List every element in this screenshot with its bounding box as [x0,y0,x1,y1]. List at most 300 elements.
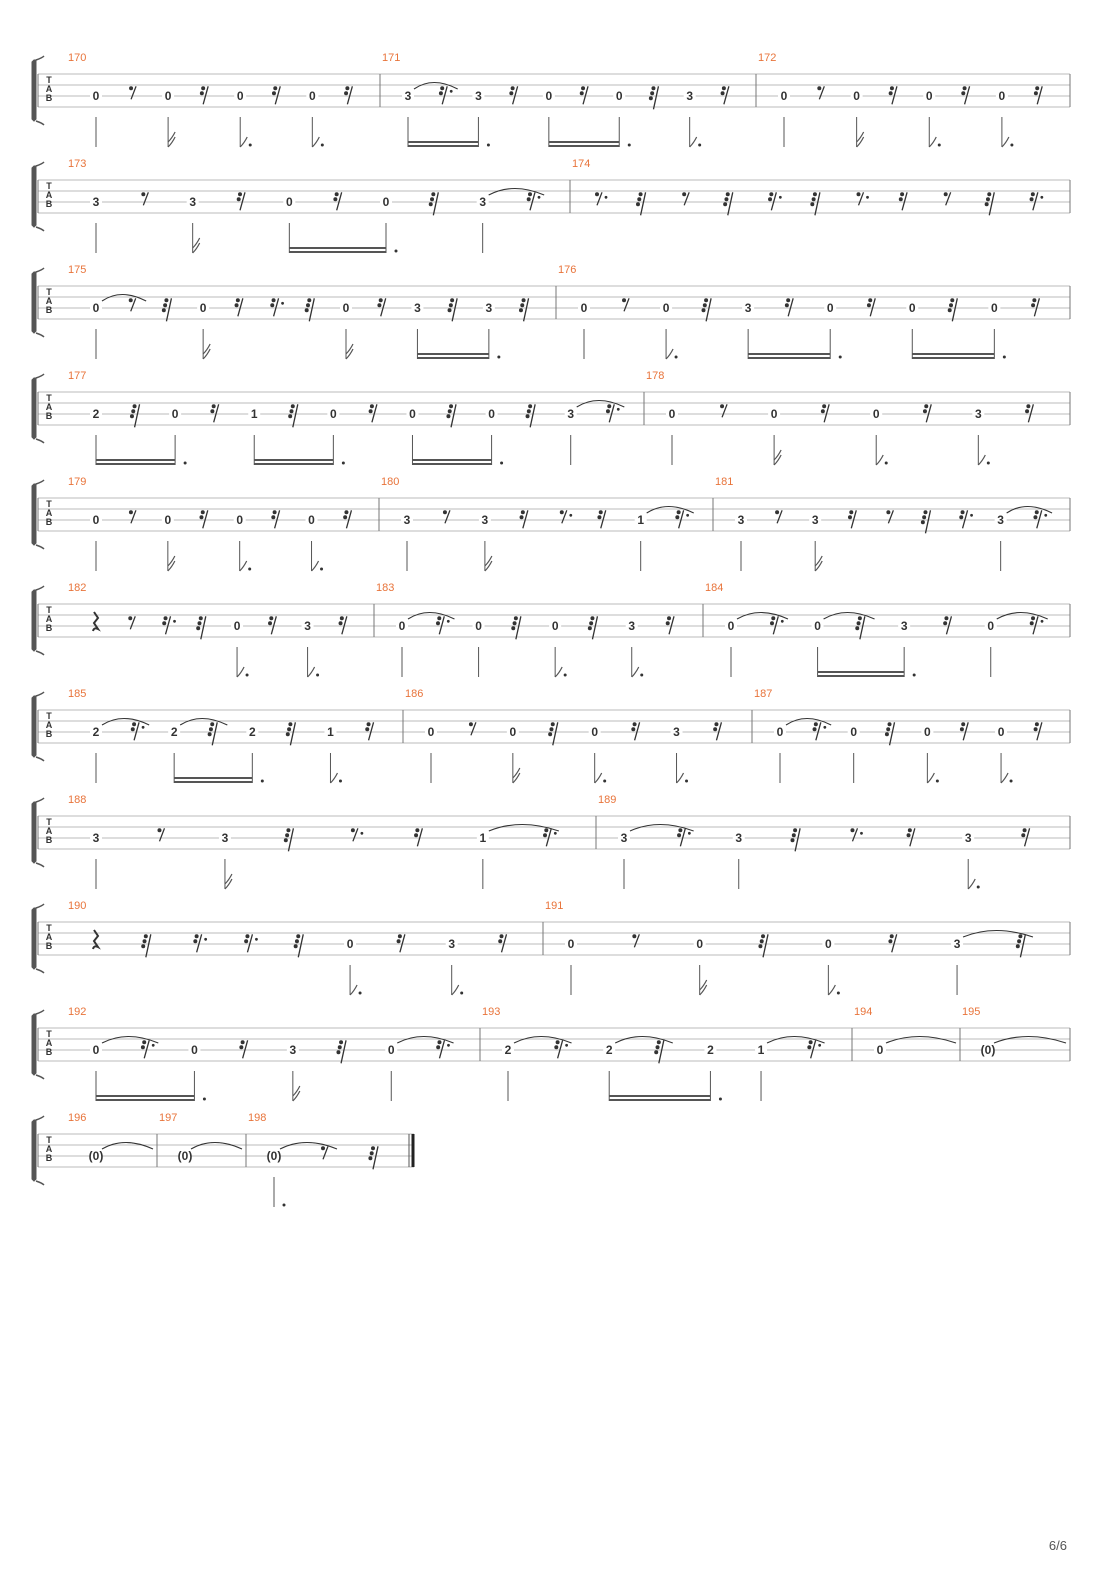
rest-hook [437,616,441,620]
measure-number: 189 [598,794,617,806]
staff-system [32,688,1070,783]
brace-bottom-hook [36,1181,44,1185]
rest-dot [204,938,207,941]
rest-hook [430,197,434,201]
tab-clef-letter: T [46,181,52,191]
fret-number: 0 [826,301,834,315]
rest-hook [786,298,790,302]
system-brace [32,166,36,227]
fret-number: 0 [908,301,916,315]
measure-number: 196 [68,1112,87,1124]
rest-hook [885,732,889,736]
rest-hook [890,86,894,90]
note-dot [564,674,567,677]
rest-dot [142,726,145,729]
rest-hook [588,626,592,630]
fret-number: 3 [620,831,628,845]
rest-hook [597,515,601,519]
fret-number: 0 [925,89,933,103]
note-dot [359,992,362,995]
rest-hook [948,308,952,312]
rest-hook [943,621,947,625]
rest-hook [436,621,440,625]
brace-top-hook [36,56,44,60]
system-brace [32,696,36,757]
rest-hook [268,621,272,625]
rest-hook [677,833,681,837]
note-beam [818,671,905,673]
tie-arc [102,1037,158,1044]
fret-number: 0 [545,89,553,103]
rest-hook [208,732,212,736]
tab-clef-letter: T [46,287,52,297]
rest-hook [944,616,948,620]
note-flag [225,874,232,884]
measure-number: 188 [68,794,87,806]
rest-dot [450,90,453,93]
fret-number: 3 [974,407,982,421]
rest-hook [469,722,473,726]
rest-hook [857,621,861,625]
rest-hook [554,1045,558,1049]
rest-hook [340,616,344,620]
fret-number: 0 [387,1043,395,1057]
tie-arc [397,1037,453,1044]
note-dot [640,674,643,677]
note-dot [487,144,490,147]
rest-hook [521,510,525,514]
note-dot [246,674,249,677]
fret-number: (0) [980,1043,996,1057]
note-flag [203,344,210,354]
fret-number: 3 [92,831,100,845]
rest-hook [143,939,147,943]
note-flag [193,238,200,248]
note-flag [513,768,520,778]
rest-hook [631,727,635,731]
rest-hook [812,197,816,201]
rest-hook [209,727,213,731]
rest-dot [565,1044,568,1047]
note-flag [666,349,673,359]
rest-hook [440,86,444,90]
system-brace [32,272,36,333]
fret-number: 0 [409,407,416,421]
note-dot [628,144,631,147]
brace-top-hook [36,798,44,802]
rest-hook [606,409,610,413]
fret-number: 0 [662,301,670,315]
rest-hook [792,833,796,837]
rest-dot [447,1044,450,1047]
rest-hook [1034,727,1038,731]
note-flag [237,667,244,677]
tab-clef-letter: A [45,402,53,412]
brace-bottom-hook [36,439,44,443]
note-dot [321,144,324,147]
fret-number: 3 [289,1043,297,1057]
rest-hook [338,1045,342,1049]
rest-hook [987,192,991,196]
staff-system [32,1006,1070,1101]
rest-hook [702,308,706,312]
rest-hook [287,727,291,731]
fret-number: 3 [475,89,482,103]
tie-arc [489,189,545,196]
tab-clef-letter: B [45,1047,53,1057]
rest-hook [814,722,818,726]
rest-hook [133,404,137,408]
note-flag [293,1086,300,1096]
tab-clef-letter: A [45,826,53,836]
fret-number: 1 [479,831,487,845]
rest-hook [528,404,532,408]
rest-hook [888,939,892,943]
rest-hook [286,828,290,832]
note-beam [912,353,994,355]
rest-hook [961,91,965,95]
measure-number: 172 [758,52,777,64]
rest-hook [200,91,204,95]
rest-hook [239,1045,243,1049]
fret-number: 0 [872,407,880,421]
note-beam [254,463,333,465]
rest-hook [514,616,518,620]
rest-hook [272,298,276,302]
system-brace [32,1014,36,1075]
tab-clef-letter: T [46,75,52,85]
note-beam [254,459,333,461]
tie-arc [997,613,1048,620]
page-number: 6/6 [1048,1538,1067,1553]
fret-number: 1 [637,513,645,527]
rest-hook [713,727,717,731]
rest-hook [131,409,135,413]
rest-hook [339,1040,343,1044]
note-dot [685,780,688,783]
fret-number: 0 [236,89,244,103]
system-brace [32,1120,36,1181]
note-dot [460,992,463,995]
measure-number: 185 [68,688,87,700]
tab-clef-letter: B [45,941,53,951]
brace-bottom-hook [36,545,44,549]
rest-hook [651,86,655,90]
note-flag [330,773,337,783]
rest-hook [398,934,402,938]
measure-number: 171 [382,52,401,64]
rest-hook [889,91,893,95]
tie-arc [767,1037,825,1044]
tie-arc [615,1037,673,1044]
rest-dot [255,938,258,941]
rest-hook [500,934,504,938]
note-flag [485,556,492,566]
rest-hook [723,202,727,206]
rest-hook [305,308,309,312]
rest-hook [285,833,289,837]
rest-hook [589,621,593,625]
rest-hook [899,197,903,201]
measure-number: 198 [248,1112,267,1124]
fret-number: 0 [876,1043,884,1057]
rest-hook [448,409,452,413]
tab-clef-letter: T [46,1135,52,1145]
note-dot [1003,356,1006,359]
rest-hook [371,1146,375,1150]
measure-number: 195 [962,1006,981,1018]
rest-hook [273,86,277,90]
note-beam [96,1095,194,1097]
note-flag [978,455,985,465]
rest-hook [632,934,636,938]
tab-clef-letter: A [45,296,53,306]
rest-hook [813,192,817,196]
tie-arc [824,613,875,620]
rest-hook [193,939,197,943]
measure-number: 170 [68,52,87,64]
fret-number: 2 [92,725,100,739]
rest-hook [1030,621,1034,625]
rest-hook [339,621,343,625]
rest-hook [923,409,927,413]
note-dot [913,674,916,677]
rest-hook [850,828,854,832]
measure-number: 173 [68,158,87,170]
fret-number: 0 [191,1043,198,1057]
rest-hook [244,939,248,943]
rest-hook [141,1045,145,1049]
note-flag [1001,773,1008,783]
rest-hook [344,91,348,95]
fret-number: (0) [88,1149,104,1163]
rest-dot [781,620,784,623]
rest-hook [1018,934,1022,938]
note-dot [936,780,939,783]
measure-number: 175 [68,264,87,276]
fret-number: 2 [605,1043,613,1057]
rest-hook [549,727,553,731]
rest-hook [656,1045,660,1049]
staff-system [32,476,1070,571]
note-flag [350,985,357,995]
rest-hook [367,722,371,726]
rest-hook [810,202,814,206]
tab-clef-letter: A [45,1144,53,1154]
rest-dot [1041,620,1044,623]
tie-arc [191,1143,242,1150]
note-beam [96,459,175,461]
note-flag [595,773,602,783]
measure-number: 184 [705,582,724,594]
note-dot [977,886,980,889]
note-beam [96,1099,194,1101]
measure-number: 186 [405,688,424,700]
note-flag [876,455,883,465]
rest-hook [886,510,890,514]
rest-hook [520,303,524,307]
rest-hook [548,732,552,736]
fret-number: 0 [770,407,778,421]
fret-number: 0 [814,619,821,633]
rest-hook [369,409,373,413]
rest-hook [1030,197,1034,201]
staff-system [32,582,1070,677]
rest-dot [1040,196,1043,199]
rest-hook [959,515,963,519]
rest-hook [807,1045,811,1049]
rest-hook [511,626,515,630]
rest-hook [351,828,355,832]
tie-arc [577,401,625,408]
note-beam [408,141,478,143]
fret-number: 0 [924,725,931,739]
note-beam [408,145,478,147]
note-beam [417,353,488,355]
rest-hook [961,722,965,726]
fret-number: 3 [189,195,197,209]
tie-arc [737,613,788,620]
rest-dot [970,514,973,517]
rest-hook [960,727,964,731]
fret-number: 0 [236,513,244,527]
rest-hook [1032,298,1036,302]
rest-hook [289,409,293,413]
rest-hook [131,727,135,731]
rest-hook [1035,86,1039,90]
measure-number: 187 [754,688,773,700]
fret-number: 3 [304,619,311,633]
tie-arc [489,825,559,832]
rest-hook [129,298,133,302]
rest-hook [1031,616,1035,620]
fret-number: 3 [448,937,456,951]
rest-hook [855,626,859,630]
staff-system [32,900,1070,995]
rest-hook [288,414,292,418]
rest-hook [581,86,585,90]
rest-hook [414,833,418,837]
fret-number: 3 [953,937,961,951]
rest-hook [1017,939,1021,943]
rest-dot [173,620,176,623]
fret-number: 0 [92,1043,100,1057]
rest-hook [270,303,274,307]
rest-hook [986,197,990,201]
rest-hook [1026,404,1030,408]
rest-hook [963,86,967,90]
note-dot [342,462,345,465]
fret-number: 0 [342,301,350,315]
fret-number: 2 [248,725,256,739]
rest-hook [857,192,861,196]
rest-hook [397,939,401,943]
tab-clef-letter: A [45,508,53,518]
rest-hook [607,404,611,408]
rest-hook [888,722,892,726]
rest-hook [1021,833,1025,837]
rest-hook [245,934,249,938]
rest-hook [809,1040,813,1044]
measure-number: 178 [646,370,665,382]
rest-hook [439,91,443,95]
note-dot [320,568,323,571]
note-dot [938,144,941,147]
rest-hook [726,192,730,196]
fret-number: 0 [668,407,676,421]
rest-hook [291,404,295,408]
rest-hook [201,86,205,90]
tab-clef-letter: T [46,1029,52,1039]
rest-hook [522,298,526,302]
rest-hook [678,828,682,832]
rest-hook [520,515,524,519]
brace-top-hook [36,586,44,590]
note-flag [968,879,975,889]
rest-hook [345,86,349,90]
fret-number: 0 [488,407,495,421]
rest-hook [1023,828,1027,832]
fret-number: 0 [776,725,784,739]
rest-hook [666,621,670,625]
measure-number: 179 [68,476,87,488]
rest-hook [130,414,134,418]
fret-number: 3 [403,513,411,527]
system-brace [32,590,36,651]
fret-number: 3 [628,619,636,633]
rest-hook [527,409,531,413]
fret-number: 0 [591,725,599,739]
rest-hook [377,303,381,307]
rest-hook [560,510,564,514]
fret-number: 0 [199,301,207,315]
rest-hook [129,86,133,90]
rest-hook [775,510,779,514]
fret-number: 0 [164,89,172,103]
rest-hook [162,308,166,312]
fret-number: 3 [900,619,908,633]
fret-number: 3 [481,513,489,527]
staff-system [32,158,1070,253]
fret-number: 0 [987,619,995,633]
fret-number: 0 [308,89,316,103]
fret-number: 3 [92,195,100,209]
note-flag [168,556,175,566]
rest-hook [235,303,239,307]
rest-hook [924,404,928,408]
rest-hook [961,510,965,514]
rest-hook [1033,515,1037,519]
note-dot [248,568,251,571]
rest-hook [306,303,310,307]
note-dot [283,1204,286,1207]
note-dot [500,462,503,465]
rest-dot [823,726,826,729]
note-flag [240,561,247,571]
rest-hook [164,616,168,620]
rest-hook [286,732,290,736]
note-flag [312,137,319,147]
rest-hook [368,1156,372,1160]
rest-hook [722,86,726,90]
tie-arc [630,825,694,832]
rest-hook [142,1040,146,1044]
rest-hook [509,91,513,95]
tab-clef-letter: B [45,305,53,315]
rest-dot [538,196,541,199]
rest-hook [526,414,530,418]
note-beam [289,247,386,249]
